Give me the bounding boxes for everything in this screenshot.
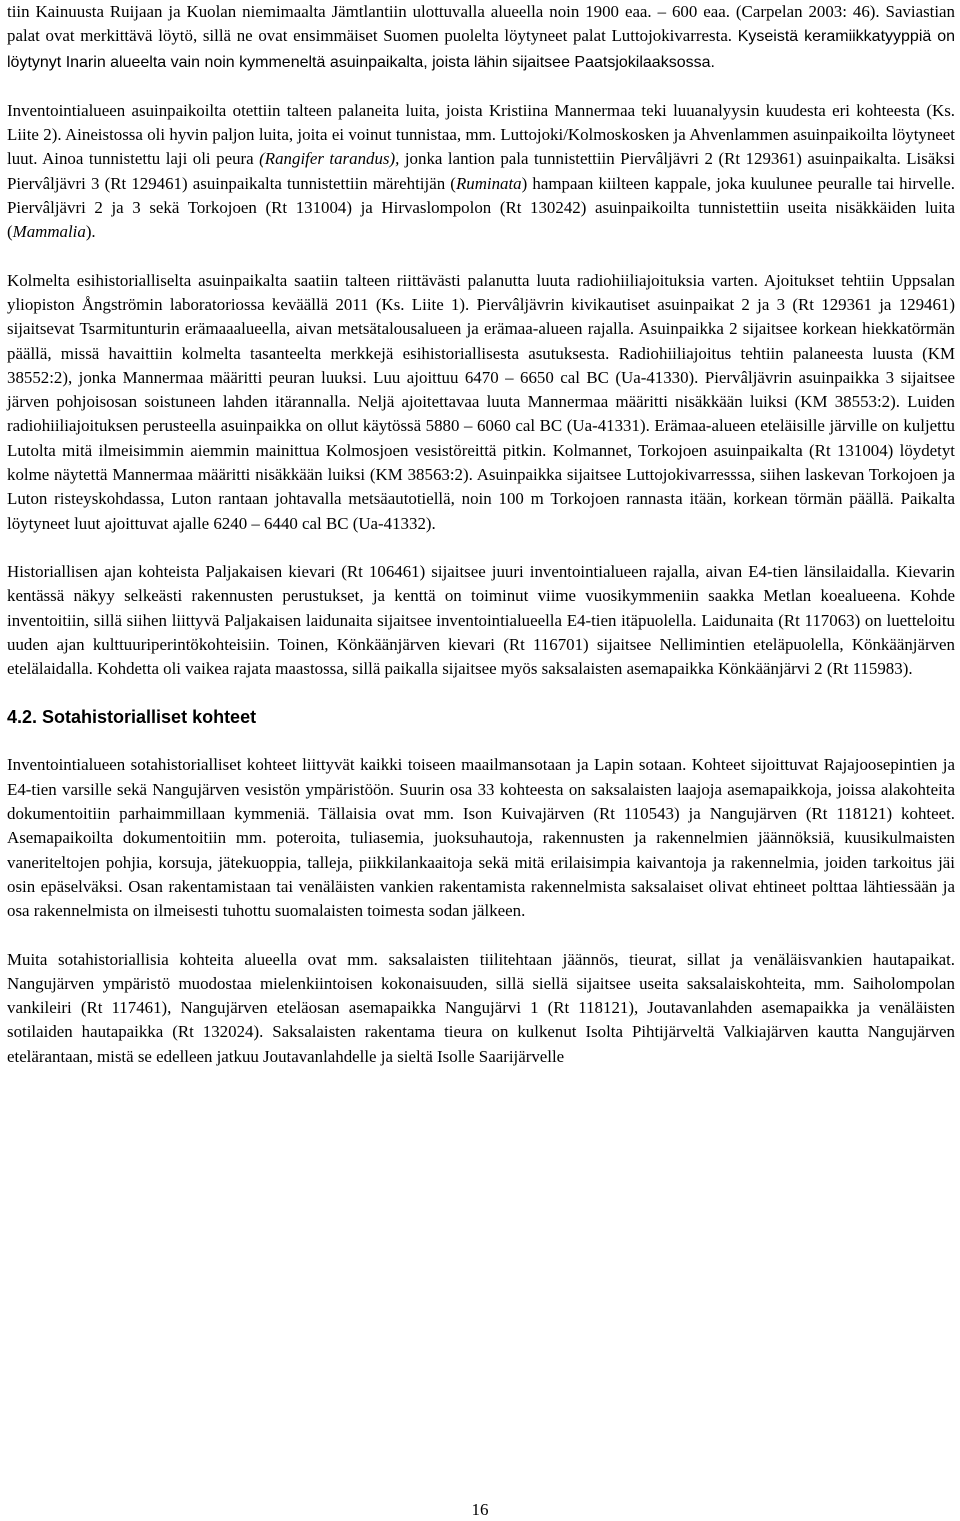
species-name: Mammalia <box>12 222 86 242</box>
paragraph-bone-analysis <box>7 99 955 245</box>
section-heading: 4.2. Sotahistorialliset kohteet <box>7 707 257 728</box>
document-page <box>7 0 955 1069</box>
paragraph-gap <box>7 75 955 99</box>
paragraph-text: ). <box>85 222 96 242</box>
paragraph-gap <box>7 536 955 560</box>
paragraph-gap <box>7 729 955 753</box>
paragraph-gap <box>7 681 955 705</box>
paragraph-gap <box>7 245 955 269</box>
paragraph-text: Kyseistä keramiikkatyyppiä on löytynyt Inarin alueelta vain noin kymmeneltä asuinpaikalta, joista lähin sijaitsee Paatsjokilaaksossa. <box>7 28 955 71</box>
species-name: (Rangifer tarandus), <box>259 149 400 169</box>
paragraph-text: ) hampaan kiilteen kappale, joka kuulunee peuralle tai hirvelle. Piervâljävri 2 ja 3 sekä Torkojoen (Rt 131004) ja Hirvaslompolon (Rt 130242) asuinpaikoilta tunnistettiin useita nisäkkäiden luita ( <box>7 173 955 242</box>
paragraph-radiocarbon <box>7 269 955 536</box>
paragraph-other-war-sites <box>7 948 955 1069</box>
paragraph-gap <box>7 924 955 948</box>
page-number: 16 <box>471 1500 489 1519</box>
paragraph-text: jonka lantion pala tunnistettiin Piervâljävri 2 (Rt 129361) asuinpaikalta. Lisäksi Piervâljävri 3 (Rt 129461) asuinpaikalta tunnistettiin märehtijän ( <box>7 149 956 193</box>
paragraph-war-sites <box>7 753 955 923</box>
paragraph-text: Muita sotahistoriallisia kohteita alueella ovat mm. saksalaisten tiilitehtaan jäännös, tieurat, sillat ja venäläisvankien hautapaikat. Nangujärven ympäristö muodostaa mielenkiintoisen kokonaisuuden, sillä siellä sijaitsee useita saksalaiskohteita, mm. Saiholompolan vankileiri (Rt 117461), Nangujärven eteläosan asemapaikka Nangujärvi 1 (Rt 118121), Joutavanlahden asemapaikka ja venäläisten sotilaiden hautapaikka (Rt 132024). Saksalaisten rakentama tieura on kulkenut Isolta Pihtijärveltä Valkiajärven kautta Nangujärven etelärantaan, mistä se edelleen jatkuu Joutavanlahdelle ja sieltä Isolle Saarijärvelle <box>7 949 955 1066</box>
paragraph-text: Inventointialueen asuinpaikoilta otettiin talteen palaneita luita, joista Kristiina Mannermaa teki luuanalyysin kuudesta eri kohteesta (Ks. Liite 2). Aineistossa oli hyvin paljon luita, joita ei voinut tunnistaa, mm. Luttojoki/Kolmoskosken ja Ahvenlammen asuinpaikoilta löytyneet luut. Ainoa tunnistettu laji oli peura <box>7 100 955 169</box>
paragraph-text: Inventointialueen sotahistorialliset kohteet liittyvät kaikki toiseen maailmansotaan ja Lapin sotaan. Kohteet sijoittuvat Rajajoosepintien ja E4-tien varsille sekä Nangujärven vesistön ympäristöön. Suurin osa 33 kohteesta on saksalaisten laajoja asemapaikkoja, joissa alakohteita dokumentoitiin parhaimmillaan kymmeniä. Tällaisia ovat mm. Ison Kuivajärven (Rt 110543) ja Nangujärven (Rt 118121) kohteet. Asemapaikoilta dokumentoitiin mm. poteroita, tuliasemia, juoksuhautoja, rakennusten ja rakennelmien jäännöksiä, kuusikulmaisten vaneriteltojen pohjia, korsuja, jätekuoppia, talleja, piikkilankaaitoja sekä mitä erilaisimpia kaivantoja ja rakennelmia, joiden tarkoitus jäi osin epäselväksi. Osan rakentamistaan tai venäläisten vankien rakentamista rakennelmista saksalaiset olivat ehtineet polttaa lähtiessään ja osa rakennelmista on ilmeisesti tuhottu suomalaisten toimesta sodan jälkeen. <box>7 755 955 921</box>
paragraph-text: tiin Kainuusta Ruijaan ja Kuolan niemimaalta Jämtlantiin ulottuvalla alueella noin 1900 eaa. – 600 eaa. (Carpelan 2003: 46). Saviastian palat ovat merkittävä löytö, sillä ne ovat ensimmäiset Suomen puolelta löytyneet palat Luttojokivarresta. <box>7 2 955 46</box>
paragraph-ceramics <box>7 0 955 75</box>
paragraph-historical-sites <box>7 560 955 681</box>
paragraph-text: Kolmelta esihistorialliselta asuinpaikalta saatiin talteen riittävästi palanutta luuta radiohiiliajoituksia varten. Ajoitukset tehtiin Uppsalan yliopiston Ångströmin laboratoriossa keväällä 2011 (Ks. Liite 1). Piervâljävrin kivikautiset asuinpaikat 2 ja 3 (Rt 129361 ja 129461) sijaitsevat Tsarmitunturin erämaaalueella, aivan metsätalousalueen ja erämaa-alueen rajalla. Asuinpaikka 2 sijaitsee korkean hiekkatörmän päällä, missä havaittiin kolmelta tasanteelta merkkejä esihistoriallisesta asutuksesta. Radiohiiliajoitus tehtiin palaneesta luusta (KM 38552:2), jonka Mannermaa määritti peuran luuksi. Luu ajoittuu 6470 – 6650 cal BC (Ua-41330). Piervâljävrin asuinpaikka 3 sijaitsee järven pohjoisosan soistuneen lahden itärannalla. Neljä ajoitettavaa luuta Mannermaa määritti nisäkkään luiksi (KM 38553:2). Luiden radiohiiliajoituksen perusteella asuinpaikka on ollut käytössä 5880 – 6060 cal BC (Ua-41331). Erämaa-alueen eteläisille järville on kuljettu Lutolta mitä ilmeisimmin aiemmin mainittua Kolmosjoen vesistöreittä pitkin. Kolmannet, Torkojoen asuinpaikalta (Rt 131004) löydetyt kolme näytettä Mannermaa määritti nisäkkään luiksi (KM 38563:2). Asuinpaikka sijaitsee Luttojokivarresssa, siihen laskevan Torkojoen ja Luton risteyskohdassa, Luton rantaan johtavalla metsäautotiellä, noin 100 m Torkojoen rannasta itään, korkean törmän päällä. Paikalta löytyneet luut ajoittuvat ajalle 6240 – 6440 cal BC (Ua-41332). <box>7 270 955 533</box>
paragraph-text: Historiallisen ajan kohteista Paljakaisen kievari (Rt 106461) sijaitsee juuri inventointialueen rajalla, aivan E4-tien länsilaidalla. Kievarin kentässä näkyy selkeästi rakennusten perustukset, ja kenttä on toiminut viime vuosikymmeniin saakka Metlan koealueena. Kohde inventoitiin, sillä siihen liittyvä Paljakaisen laidunaita sijaitsee inventointialueella E4-tien itäpuolella. Laidunaita (Rt 117063) on luetteloitu uuden ajan kulttuuriperintökohteisiin. Toinen, Könkäänjärven kievari (Rt 116701) sijaitsee Nellimintien eteläpuolella, Könkäänjärven etelälaidalla. Kohdetta oli vaikea rajata maastossa, sillä paikalla sijaitsee myös saksalaisten asemapaikka Könkäänjärvi 2 (Rt 115983). <box>7 561 955 679</box>
species-name: Ruminata <box>455 173 522 193</box>
